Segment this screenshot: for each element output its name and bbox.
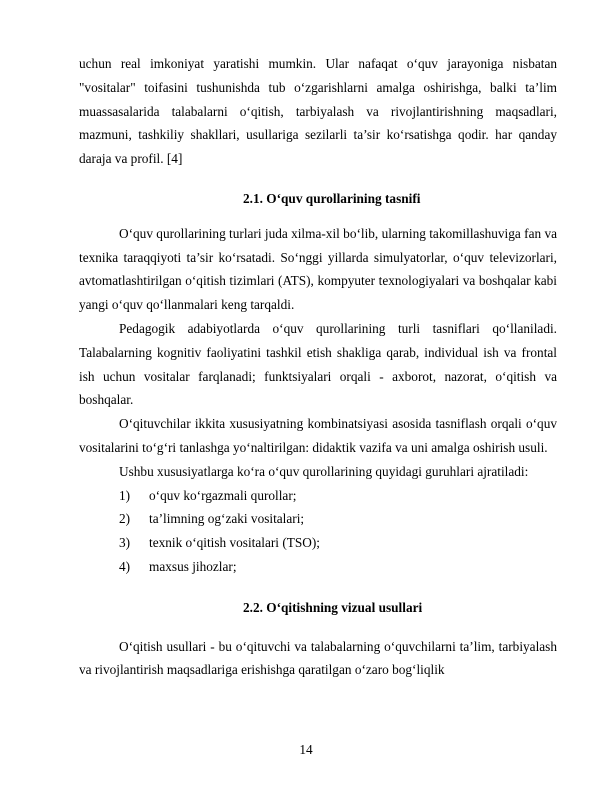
document-page bbox=[79, 52, 557, 682]
list-item-number: 1) bbox=[119, 487, 131, 503]
paragraph-methods: O‘qitish usullari - bu o‘qituvchi va talabalarning o‘quvchilarni ta’lim, tarbiyalash va rivojlantirish maqsadlariga erishishga qaratilgan o‘zaro bog‘liqlik bbox=[79, 638, 557, 678]
list-item bbox=[79, 484, 557, 508]
paragraph-classifications: Pedagogik adabiyotlarda o‘quv qurollarining turli tasniflari qo‘llaniladi. Talabalarning kognitiv faoliyatini tashkil etish shakliga qarab, individual ish va frontal ish uchun vositalar farqlanadi; funktsiyalari orqali - axborot, nazorat, o‘qitish va boshqalar. bbox=[79, 320, 557, 408]
paragraph-intro: uchun real imkoniyat yaratishi mumkin. Ular nafaqat o‘quv jarayoniga nisbatan "vositalar" toifasini tushunishda tub o‘zgarishlarni amalga oshirishga, balki ta’lim muassasalarida talabalarni o‘qitish, tarbiyalash va rivojlantirishning maqsadlari, mazmuni, tashkiliy shakllari, usullariga sezilarli ta’sir ko‘rsatishga qodir. har qanday daraja va profil. [4] bbox=[79, 56, 557, 167]
paragraph-types: O‘quv qurollarining turlari juda xilma-xil bo‘lib, ularning takomillashuviga fan va texnika taraqqiyoti ta’sir ko‘rsatadi. So‘nggi yillarda simulyatorlar, o‘quv televizorlari, avtomatlashtirilgan o‘qitish tizimlari (ATS), kompyuter texnologiyalari va boshqalar kabi yangi o‘quv qo‘llanmalari keng tarqaldi. bbox=[79, 225, 557, 313]
list-item-number: 4) bbox=[119, 558, 131, 574]
list-item-text: ta’limning og‘zaki vositalari; bbox=[149, 511, 305, 527]
list-item-number: 2) bbox=[119, 511, 131, 527]
list-item-text: maxsus jihozlar; bbox=[149, 558, 237, 574]
list-item-text: texnik o‘qitish vositalari (TSO); bbox=[149, 535, 320, 551]
tools-group-list bbox=[79, 484, 557, 579]
section-heading-2-1: 2.1. O‘quv qurollarining tasnifi bbox=[243, 190, 421, 206]
section-heading-2-2: 2.2. O‘qitishning vizual usullari bbox=[243, 599, 423, 615]
list-item-text: o‘quv ko‘rgazmali qurollar; bbox=[149, 487, 297, 503]
list-item bbox=[79, 531, 557, 555]
list-item bbox=[79, 555, 557, 579]
paragraph-groups-intro: Ushbu xususiyatlarga ko‘ra o‘quv qurollarining quyidagi guruhlari ajratiladi: bbox=[119, 463, 529, 479]
page-number: 14 bbox=[299, 742, 313, 757]
paragraph-teachers: O‘qituvchilar ikkita xususiyatning kombinatsiyasi asosida tasniflash orqali o‘quv vositalarini to‘g‘ri tanlashga yo‘naltirilgan: didaktik vazifa va uni amalga oshirish usuli. bbox=[79, 416, 557, 455]
list-item bbox=[79, 507, 557, 531]
list-item-number: 3) bbox=[119, 535, 131, 551]
